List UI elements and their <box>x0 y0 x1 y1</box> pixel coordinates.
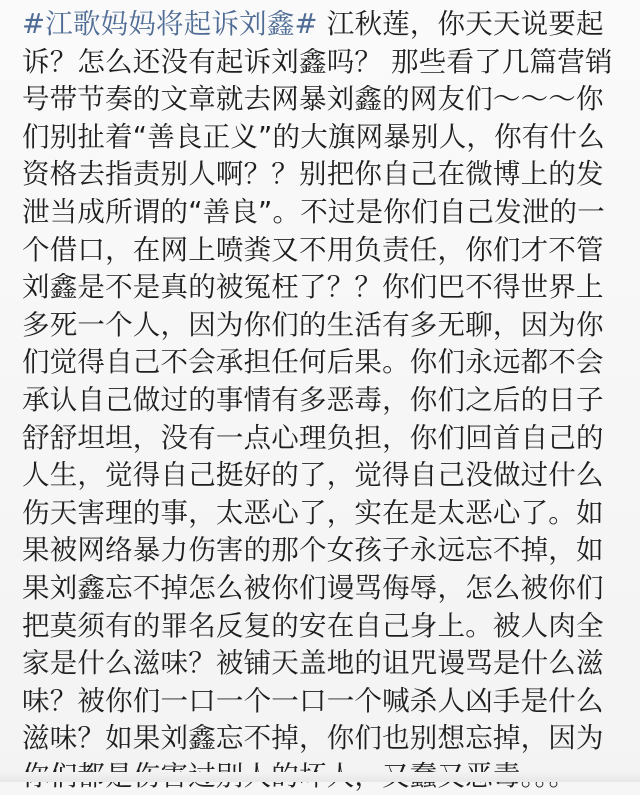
post-text <box>22 6 626 795</box>
post-body: 江秋莲，你天天说要起诉？怎么还没有起诉刘鑫吗？ 那些看了几篇营销号带节奏的文章就去网暴刘鑫的网友们～～～你们别扯着“善良正义”的大旗网暴别人，你有什么资格去指责别人啊？？别把你自己在微博上的发泄当成所谓的“善良”。不过是你们自己发泄的一个借口，在网上喷粪又不用负责任，你们才不管刘鑫是不是真的被冤枉了？？你们巴不得世界上多死一个人，因为你们的生活有多无聊，因为你们觉得自己不会承担任何后果。你们永远都不会承认自己做过的事情有多恶毒，你们之后的日子舒舒坦坦，没有一点心理负担，你们回首自己的人生，觉得自己挺好的了，觉得自己没做过什么伤天害理的事，太恶心了，实在是太恶心了。如果被网络暴力伤害的那个女孩子永远忘不掉，如果刘鑫忘不掉怎么被你们谩骂侮辱，怎么被你们把莫须有的罪名反复的安在自己身上。被人肉全家是什么滋味？被铺天盖地的诅咒谩骂是什么滋味？被你们一口一个一口一个喊杀人凶手是什么滋味？如果刘鑫忘不掉，你们也别想忘掉，因为 <box>22 8 613 755</box>
hashtag-link[interactable]: #江歌妈妈将起诉刘鑫# <box>22 8 318 40</box>
bottom-divider <box>0 772 640 782</box>
